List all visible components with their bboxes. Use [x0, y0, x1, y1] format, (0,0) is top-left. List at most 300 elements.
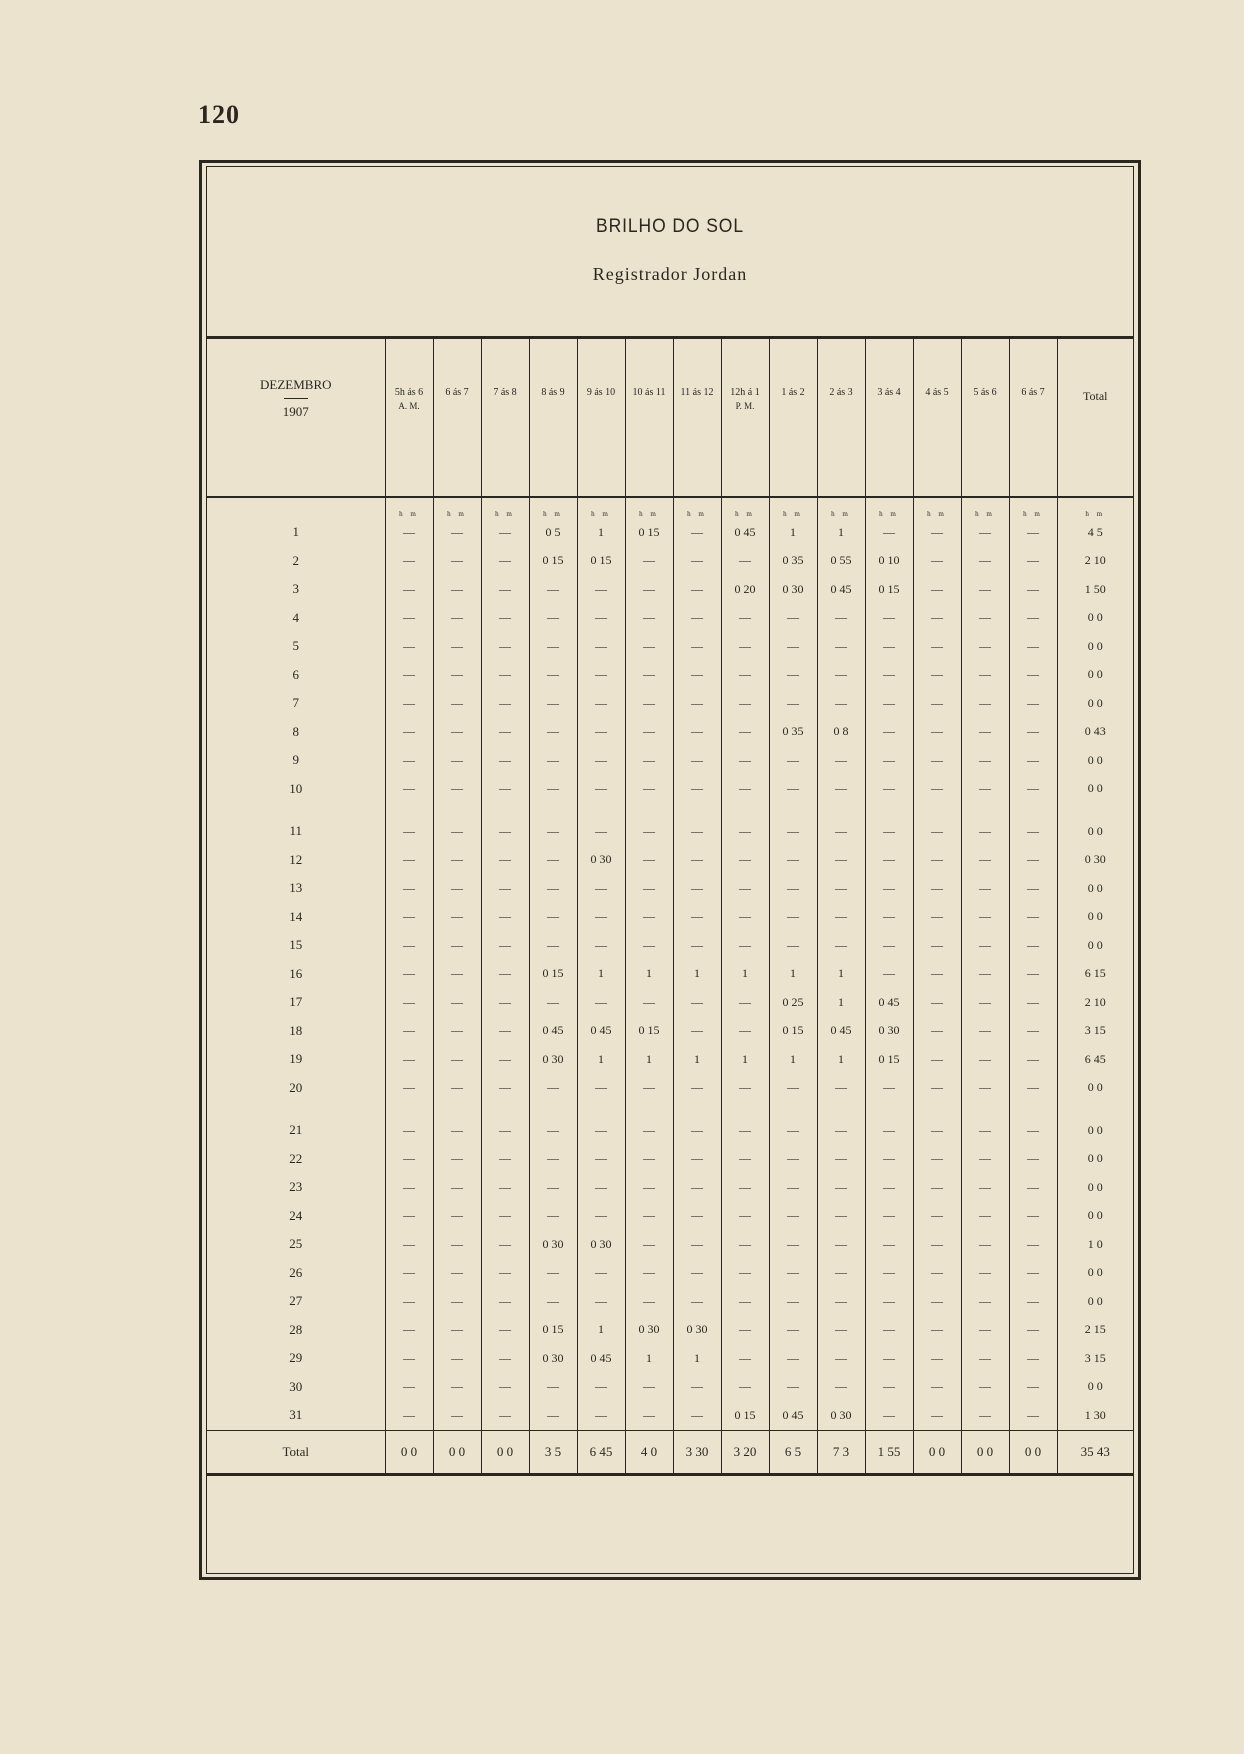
table-cell: 0 25: [769, 988, 817, 1017]
table-cell: —: [529, 718, 577, 747]
table-cell: —: [529, 988, 577, 1017]
table-cell: —: [385, 1202, 433, 1231]
group-gap-row: [207, 803, 1133, 817]
table-cell: —: [1009, 903, 1057, 932]
table-cell: —: [433, 1173, 481, 1202]
table-cell: 1: [769, 960, 817, 989]
table-cell: 0 30: [769, 575, 817, 604]
table-cell: —: [721, 1344, 769, 1373]
table-cell: —: [961, 1230, 1009, 1259]
table-cell: —: [721, 1202, 769, 1231]
day-number: 3: [292, 581, 299, 597]
table-cell: —: [769, 1145, 817, 1174]
table-cell: —: [433, 661, 481, 690]
table-cell: —: [865, 846, 913, 875]
table-cell: —: [961, 903, 1009, 932]
total-cell: 0 0: [385, 1430, 433, 1474]
units-label: h m: [769, 497, 817, 518]
table-cell: 0 30: [673, 1316, 721, 1345]
day-number: 22: [289, 1150, 303, 1166]
table-cell: —: [913, 518, 961, 547]
column-header: [769, 338, 817, 498]
table-cell: —: [1009, 846, 1057, 875]
table-cell: —: [385, 604, 433, 633]
table-cell: —: [721, 689, 769, 718]
table-cell: 0 10: [865, 547, 913, 576]
table-cell: —: [913, 746, 961, 775]
table-cell: —: [769, 846, 817, 875]
table-row: [207, 604, 1133, 633]
table-cell: —: [913, 1145, 961, 1174]
table-cell: —: [865, 1145, 913, 1174]
table-cell: —: [817, 1074, 865, 1103]
table-cell: —: [721, 874, 769, 903]
table-cell: —: [385, 632, 433, 661]
table-cell: —: [865, 718, 913, 747]
table-cell: —: [913, 1230, 961, 1259]
table-cell: 3 15: [1057, 1344, 1133, 1373]
table-cell: 0 8: [817, 718, 865, 747]
table-cell: 0 45: [817, 575, 865, 604]
table-cell: —: [721, 661, 769, 690]
table-cell: —: [529, 1373, 577, 1402]
total-cell: 1 55: [865, 1430, 913, 1474]
table-cell: —: [433, 518, 481, 547]
table-cell: —: [481, 1116, 529, 1145]
table-cell: —: [433, 1074, 481, 1103]
table-cell: 0 45: [721, 518, 769, 547]
column-label: 11 ás 12: [680, 387, 714, 398]
table-cell: 0 55: [817, 547, 865, 576]
day-number: 31: [289, 1407, 303, 1423]
table-cell: —: [577, 746, 625, 775]
gap-cell: [865, 1102, 913, 1116]
table-cell: —: [769, 1230, 817, 1259]
table-cell: —: [961, 874, 1009, 903]
table-cell: —: [865, 931, 913, 960]
table-cell: 0 15: [625, 518, 673, 547]
table-cell: 0 15: [865, 1045, 913, 1074]
table-cell: —: [385, 1344, 433, 1373]
table-row: [207, 1401, 1133, 1430]
day-number: 28: [289, 1321, 303, 1337]
table-cell: —: [769, 1316, 817, 1345]
table-cell: —: [1009, 988, 1057, 1017]
total-cell: 0 0: [913, 1430, 961, 1474]
table-cell: —: [961, 1202, 1009, 1231]
table-cell: —: [961, 1316, 1009, 1345]
table-cell: —: [481, 746, 529, 775]
table-row: [207, 1173, 1133, 1202]
table-cell: 0 15: [529, 547, 577, 576]
day-number: 7: [292, 695, 299, 711]
table-cell: —: [865, 689, 913, 718]
table-cell: —: [769, 1373, 817, 1402]
table-cell: —: [913, 718, 961, 747]
table-cell: —: [769, 1173, 817, 1202]
table-row: [207, 931, 1133, 960]
table-cell: —: [769, 775, 817, 804]
units-label: h m: [961, 497, 1009, 518]
table-cell: —: [961, 1145, 1009, 1174]
table-cell: —: [385, 661, 433, 690]
table-row: [207, 1202, 1133, 1231]
table-cell: 0 30: [529, 1045, 577, 1074]
day-number: 20: [289, 1079, 303, 1095]
table-row: [207, 1017, 1133, 1046]
table-cell: —: [721, 846, 769, 875]
units-label: h m: [673, 497, 721, 518]
table-cell: —: [625, 689, 673, 718]
table-cell: —: [673, 988, 721, 1017]
table-cell: —: [385, 1373, 433, 1402]
day-number: 11: [289, 823, 303, 839]
total-cell: 7 3: [817, 1430, 865, 1474]
table-cell: —: [961, 846, 1009, 875]
table-cell: —: [433, 775, 481, 804]
column-label: 10 ás 11: [632, 387, 666, 398]
table-cell: —: [1009, 1373, 1057, 1402]
table-cell: —: [673, 718, 721, 747]
table-cell: —: [625, 1173, 673, 1202]
table-cell: 0 0: [1057, 874, 1133, 903]
table-cell: —: [385, 547, 433, 576]
day-number: 14: [289, 908, 303, 924]
table-cell: —: [865, 1401, 913, 1430]
table-cell: —: [529, 1202, 577, 1231]
table-cell: —: [865, 1230, 913, 1259]
table-cell: —: [673, 1116, 721, 1145]
table-cell: —: [1009, 518, 1057, 547]
day-number: 1: [292, 524, 299, 540]
gap-cell: [1057, 803, 1133, 817]
table-cell: —: [481, 604, 529, 633]
table-cell: —: [673, 874, 721, 903]
column-label: 2 ás 3: [829, 387, 853, 398]
table-cell: —: [529, 689, 577, 718]
table-cell: —: [769, 632, 817, 661]
table-cell: —: [529, 1259, 577, 1288]
table-cell: 0 30: [529, 1344, 577, 1373]
total-cell: 6 45: [577, 1430, 625, 1474]
table-cell: —: [625, 1202, 673, 1231]
table-cell: —: [673, 775, 721, 804]
column-label: 7 ás 8: [493, 387, 517, 398]
table-cell: —: [961, 1045, 1009, 1074]
table-header-row: [207, 338, 1133, 498]
table-cell: 0 0: [1057, 903, 1133, 932]
table-cell: —: [673, 661, 721, 690]
table-cell: —: [961, 775, 1009, 804]
table-cell: —: [625, 1230, 673, 1259]
table-cell: 0 0: [1057, 817, 1133, 846]
table-cell: 0 45: [577, 1017, 625, 1046]
table-cell: —: [1009, 817, 1057, 846]
table-cell: 1: [721, 1045, 769, 1074]
table-cell: —: [529, 817, 577, 846]
table-cell: —: [385, 1173, 433, 1202]
table-row: [207, 1230, 1133, 1259]
table-cell: —: [625, 575, 673, 604]
table-cell: —: [961, 718, 1009, 747]
table-cell: —: [577, 775, 625, 804]
table-cell: —: [529, 632, 577, 661]
table-cell: —: [913, 1017, 961, 1046]
table-row: [207, 874, 1133, 903]
table-cell: —: [961, 632, 1009, 661]
table-cell: 1: [721, 960, 769, 989]
table-cell: —: [529, 746, 577, 775]
table-cell: —: [1009, 1116, 1057, 1145]
table-cell: —: [625, 632, 673, 661]
table-cell: —: [721, 1230, 769, 1259]
table-cell: —: [961, 1401, 1009, 1430]
table-cell: 0 30: [865, 1017, 913, 1046]
table-cell: —: [1009, 1401, 1057, 1430]
table-cell: —: [865, 817, 913, 846]
table-cell: —: [433, 1017, 481, 1046]
total-cell: 0 0: [1009, 1430, 1057, 1474]
table-cell: —: [481, 1373, 529, 1402]
table-cell: —: [481, 718, 529, 747]
table-cell: —: [865, 746, 913, 775]
table-cell: —: [769, 903, 817, 932]
table-cell: —: [385, 1116, 433, 1145]
units-label: h m: [721, 497, 769, 518]
table-cell: —: [769, 817, 817, 846]
table-cell: 0 0: [1057, 661, 1133, 690]
table-cell: —: [433, 632, 481, 661]
table-cell: —: [529, 874, 577, 903]
table-cell: —: [433, 1259, 481, 1288]
table-cell: 0 0: [1057, 775, 1133, 804]
table-cell: —: [625, 661, 673, 690]
table-cell: —: [817, 604, 865, 633]
table-cell: —: [673, 575, 721, 604]
table-cell: —: [865, 1287, 913, 1316]
table-cell: 1: [817, 1045, 865, 1074]
column-header: [1057, 338, 1133, 498]
day-number: 13: [289, 880, 303, 896]
table-cell: —: [913, 960, 961, 989]
table-cell: —: [433, 1230, 481, 1259]
table-cell: 1 0: [1057, 1230, 1133, 1259]
table-cell: —: [577, 1145, 625, 1174]
table-cell: —: [1009, 547, 1057, 576]
table-cell: —: [481, 1074, 529, 1103]
month-header: [207, 338, 385, 498]
table-cell: —: [913, 817, 961, 846]
table-row: [207, 960, 1133, 989]
table-cell: —: [625, 931, 673, 960]
table-cell: —: [769, 1116, 817, 1145]
table-cell: —: [961, 547, 1009, 576]
table-cell: 0 0: [1057, 1173, 1133, 1202]
table-row: [207, 689, 1133, 718]
table-cell: 0 45: [577, 1344, 625, 1373]
table-cell: —: [481, 1230, 529, 1259]
table-cell: —: [481, 1017, 529, 1046]
table-cell: —: [769, 931, 817, 960]
table-cell: —: [385, 518, 433, 547]
table-cell: —: [721, 1259, 769, 1288]
table-cell: —: [481, 547, 529, 576]
table-cell: —: [721, 746, 769, 775]
table-cell: 1: [577, 518, 625, 547]
day-number: 26: [289, 1264, 303, 1280]
table-cell: —: [673, 604, 721, 633]
table-cell: —: [865, 518, 913, 547]
column-label: 4 ás 5: [925, 387, 949, 398]
table-cell: —: [577, 903, 625, 932]
table-cell: 0 30: [577, 1230, 625, 1259]
table-cell: —: [385, 1287, 433, 1316]
table-cell: —: [769, 1344, 817, 1373]
gap-cell: [1057, 1102, 1133, 1116]
table-cell: —: [769, 661, 817, 690]
gap-cell: [433, 1102, 481, 1116]
day-number: 4: [292, 609, 299, 625]
table-cell: —: [385, 1145, 433, 1174]
units-label: h m: [913, 497, 961, 518]
table-cell: —: [865, 874, 913, 903]
table-cell: —: [481, 689, 529, 718]
gap-cell: [625, 803, 673, 817]
day-number: 15: [289, 937, 303, 953]
table-cell: —: [577, 1373, 625, 1402]
column-header: [481, 338, 529, 498]
table-cell: —: [673, 632, 721, 661]
table-cell: —: [433, 931, 481, 960]
table-cell: —: [433, 604, 481, 633]
column-label: 6 ás 7: [1021, 387, 1045, 398]
table-cell: —: [673, 903, 721, 932]
column-label: 9 ás 10: [586, 387, 616, 398]
table-cell: 0 43: [1057, 718, 1133, 747]
group-gap-row: [207, 1102, 1133, 1116]
page-number: 120: [198, 100, 240, 129]
table-cell: —: [1009, 931, 1057, 960]
table-cell: —: [769, 1074, 817, 1103]
table-body: [207, 497, 1133, 1474]
day-number: 23: [289, 1179, 303, 1195]
table-cell: —: [481, 1316, 529, 1345]
column-header: [913, 338, 961, 498]
table-cell: —: [817, 775, 865, 804]
table-cell: —: [385, 689, 433, 718]
table-row: [207, 1045, 1133, 1074]
day-number: 21: [289, 1122, 303, 1138]
table-cell: —: [865, 1316, 913, 1345]
table-cell: —: [673, 1173, 721, 1202]
table-cell: 1: [577, 1045, 625, 1074]
table-cell: —: [913, 874, 961, 903]
total-row: [207, 1430, 1133, 1474]
table-cell: 6 15: [1057, 960, 1133, 989]
table-cell: —: [961, 1344, 1009, 1373]
table-cell: —: [433, 846, 481, 875]
gap-cell: [385, 1102, 433, 1116]
table-cell: —: [673, 817, 721, 846]
column-label: 5h ás 6: [394, 387, 424, 398]
table-cell: —: [721, 1173, 769, 1202]
table-cell: —: [913, 1173, 961, 1202]
table-cell: —: [385, 1316, 433, 1345]
column-header: [673, 338, 721, 498]
table-cell: —: [481, 846, 529, 875]
table-cell: —: [529, 846, 577, 875]
table-row: [207, 661, 1133, 690]
table-cell: —: [817, 1259, 865, 1288]
table-cell: 0 45: [817, 1017, 865, 1046]
table-cell: —: [961, 817, 1009, 846]
table-cell: —: [961, 988, 1009, 1017]
table-cell: —: [721, 632, 769, 661]
table-cell: —: [433, 718, 481, 747]
table-cell: —: [673, 846, 721, 875]
table-cell: —: [913, 1287, 961, 1316]
table-cell: —: [817, 1373, 865, 1402]
gap-cell: [433, 803, 481, 817]
gap-cell: [1009, 1102, 1057, 1116]
table-cell: —: [913, 547, 961, 576]
day-number: 19: [289, 1051, 303, 1067]
month-divider: [284, 398, 308, 399]
table-cell: 0 0: [1057, 1287, 1133, 1316]
table-cell: —: [721, 1373, 769, 1402]
day-number: 29: [289, 1350, 303, 1366]
table-footer-row: [207, 1474, 1133, 1598]
table-cell: —: [625, 1074, 673, 1103]
table-cell: —: [673, 1259, 721, 1288]
column-label: 8 ás 9: [541, 387, 565, 398]
column-label: 12h á 1: [730, 387, 760, 398]
table-cell: —: [1009, 604, 1057, 633]
table-cell: —: [625, 988, 673, 1017]
table-cell: —: [1009, 718, 1057, 747]
table-cell: —: [961, 1373, 1009, 1402]
day-number: 2: [292, 552, 299, 568]
gap-cell: [1009, 803, 1057, 817]
table-cell: 2 15: [1057, 1316, 1133, 1345]
table-cell: 0 30: [529, 1230, 577, 1259]
table-cell: —: [529, 604, 577, 633]
table-cell: —: [961, 689, 1009, 718]
table-cell: 0 0: [1057, 632, 1133, 661]
table-row: [207, 718, 1133, 747]
table-cell: —: [433, 1145, 481, 1174]
table-cell: —: [577, 689, 625, 718]
table-cell: —: [817, 903, 865, 932]
table-cell: —: [385, 903, 433, 932]
table-cell: —: [865, 960, 913, 989]
table-cell: 1: [673, 1045, 721, 1074]
table-footer-blank: [207, 1474, 1133, 1598]
table-cell: 0 0: [1057, 746, 1133, 775]
gap-cell: [913, 803, 961, 817]
table-cell: 0 15: [865, 575, 913, 604]
table-cell: —: [481, 1259, 529, 1288]
table-cell: —: [673, 1017, 721, 1046]
gap-cell: [913, 1102, 961, 1116]
table-row: [207, 547, 1133, 576]
table-cell: —: [1009, 1173, 1057, 1202]
table-cell: —: [817, 1287, 865, 1316]
table-cell: —: [625, 604, 673, 633]
table-cell: —: [385, 718, 433, 747]
table-cell: —: [433, 817, 481, 846]
table-cell: —: [385, 931, 433, 960]
